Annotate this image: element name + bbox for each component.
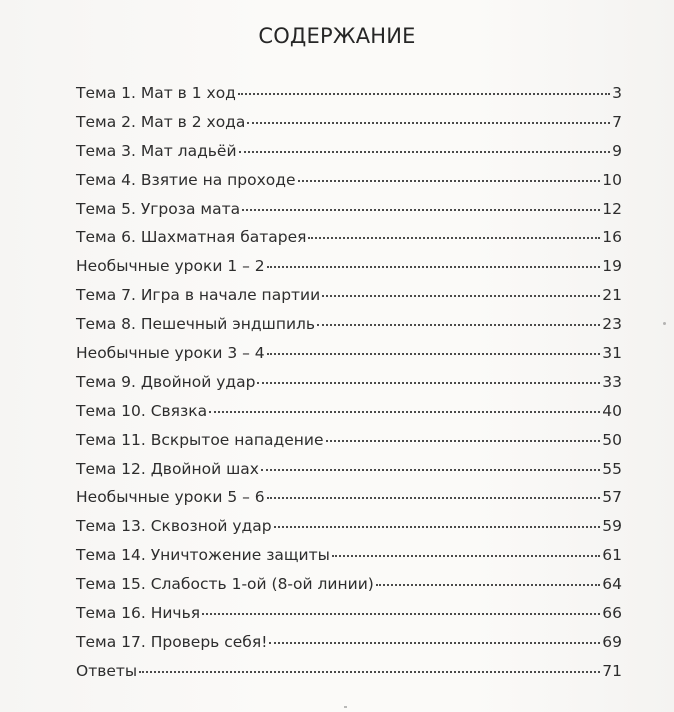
toc-entry (76, 84, 622, 113)
toc-entry-page: 7 (612, 112, 622, 131)
toc-entry-page: 71 (602, 661, 622, 680)
toc-entry-label: Тема 12. Двойной шах (76, 459, 259, 478)
toc-entry-label: Тема 15. Слабость 1-ой (8-ой линии) (76, 575, 374, 594)
toc-entry (76, 460, 622, 489)
toc-entry-label: Тема 1. Мат в 1 ход (76, 84, 236, 102)
paper-speck (344, 706, 347, 708)
dot-leader (247, 122, 610, 124)
toc-entry (76, 633, 622, 662)
dot-leader (202, 613, 600, 615)
toc-entry-page: 66 (602, 604, 622, 623)
dot-leader (267, 266, 601, 268)
toc-entry-page: 9 (612, 141, 622, 160)
dot-leader (332, 555, 600, 557)
toc-entry (76, 546, 622, 575)
toc-entry (76, 200, 622, 229)
toc-entry-label: Тема 8. Пешечный эндшпиль (76, 315, 316, 334)
toc-entry-page: 33 (602, 372, 622, 391)
paper-speck (663, 322, 666, 325)
dot-leader (267, 497, 601, 499)
toc-entry (76, 171, 622, 200)
toc-entry (76, 257, 622, 286)
toc-entry-label: Тема 14. Уничтожение защиты (76, 546, 330, 565)
toc-entry (76, 142, 622, 171)
toc-entry-label: Тема 5. Угроза мата (76, 199, 241, 218)
dot-leader (242, 209, 600, 211)
dot-leader (308, 237, 600, 239)
toc-entry-label: Тема 17. Проверь себя! (76, 632, 268, 651)
toc-entry-page: 61 (602, 546, 622, 565)
toc-entry-label: Необычные уроки 3 – 4 (76, 344, 265, 363)
toc-entry-label: Тема 4. Взятие на проходе (76, 170, 296, 189)
toc-entry-label: Тема 9. Двойной удар (76, 372, 256, 391)
toc-entry-label: Тема 2. Мат в 2 хода (76, 112, 246, 131)
dot-leader (139, 671, 600, 673)
toc-entry (76, 344, 622, 373)
toc-entry-page: 40 (602, 401, 622, 420)
dot-leader (267, 353, 601, 355)
toc-entry-page: 19 (602, 257, 622, 276)
toc-entry-page: 59 (602, 517, 622, 536)
toc-entry (76, 402, 622, 431)
toc-entry (76, 431, 622, 460)
toc-entry-label: Тема 3. Мат ладьёй (76, 141, 237, 160)
dot-leader (257, 382, 600, 384)
toc-entry-label: Тема 16. Ничья (76, 604, 201, 623)
dot-leader (269, 642, 600, 644)
toc-entry (76, 228, 622, 257)
toc-entry (76, 286, 622, 315)
toc-entry-page: 31 (602, 344, 622, 363)
dot-leader (326, 440, 601, 442)
toc-entry (76, 662, 622, 691)
toc-entry-label: Необычные уроки 1 – 2 (76, 257, 265, 276)
toc-entry (76, 113, 622, 142)
toc-entry-page: 23 (602, 315, 622, 334)
toc-entry-page: 55 (602, 459, 622, 478)
toc-entry (76, 604, 622, 633)
dot-leader (274, 526, 601, 528)
dot-leader (239, 151, 611, 153)
toc-entry-page: 3 (612, 84, 622, 102)
dot-leader (261, 469, 600, 471)
dot-leader (376, 584, 600, 586)
toc-entry (76, 315, 622, 344)
toc-entry-page: 16 (602, 228, 622, 247)
toc-entry-label: Ответы (76, 661, 138, 680)
toc-entry (76, 517, 622, 546)
toc-entry (76, 488, 622, 517)
toc-entry-label: Необычные уроки 5 – 6 (76, 488, 265, 507)
dot-leader (298, 180, 601, 182)
table-of-contents (76, 84, 622, 691)
toc-entry-label: Тема 13. Сквозной удар (76, 517, 272, 536)
toc-entry-page: 64 (602, 575, 622, 594)
dot-leader (209, 411, 600, 413)
dot-leader (322, 295, 600, 297)
toc-entry-label: Тема 7. Игра в начале партии (76, 286, 321, 305)
toc-entry (76, 373, 622, 402)
toc-entry (76, 575, 622, 604)
toc-entry-label: Тема 6. Шахматная батарея (76, 228, 307, 247)
toc-entry-page: 21 (602, 286, 622, 305)
page-title: СОДЕРЖАНИЕ (258, 24, 416, 48)
toc-entry-label: Тема 10. Связка (76, 401, 208, 420)
toc-entry-label: Тема 11. Вскрытое нападение (76, 430, 324, 449)
toc-entry-page: 57 (602, 488, 622, 507)
toc-entry-page: 10 (602, 170, 622, 189)
toc-entry-page: 12 (602, 199, 622, 218)
toc-entry-page: 69 (602, 632, 622, 651)
toc-entry-page: 50 (602, 430, 622, 449)
dot-leader (317, 324, 600, 326)
dot-leader (238, 93, 610, 95)
